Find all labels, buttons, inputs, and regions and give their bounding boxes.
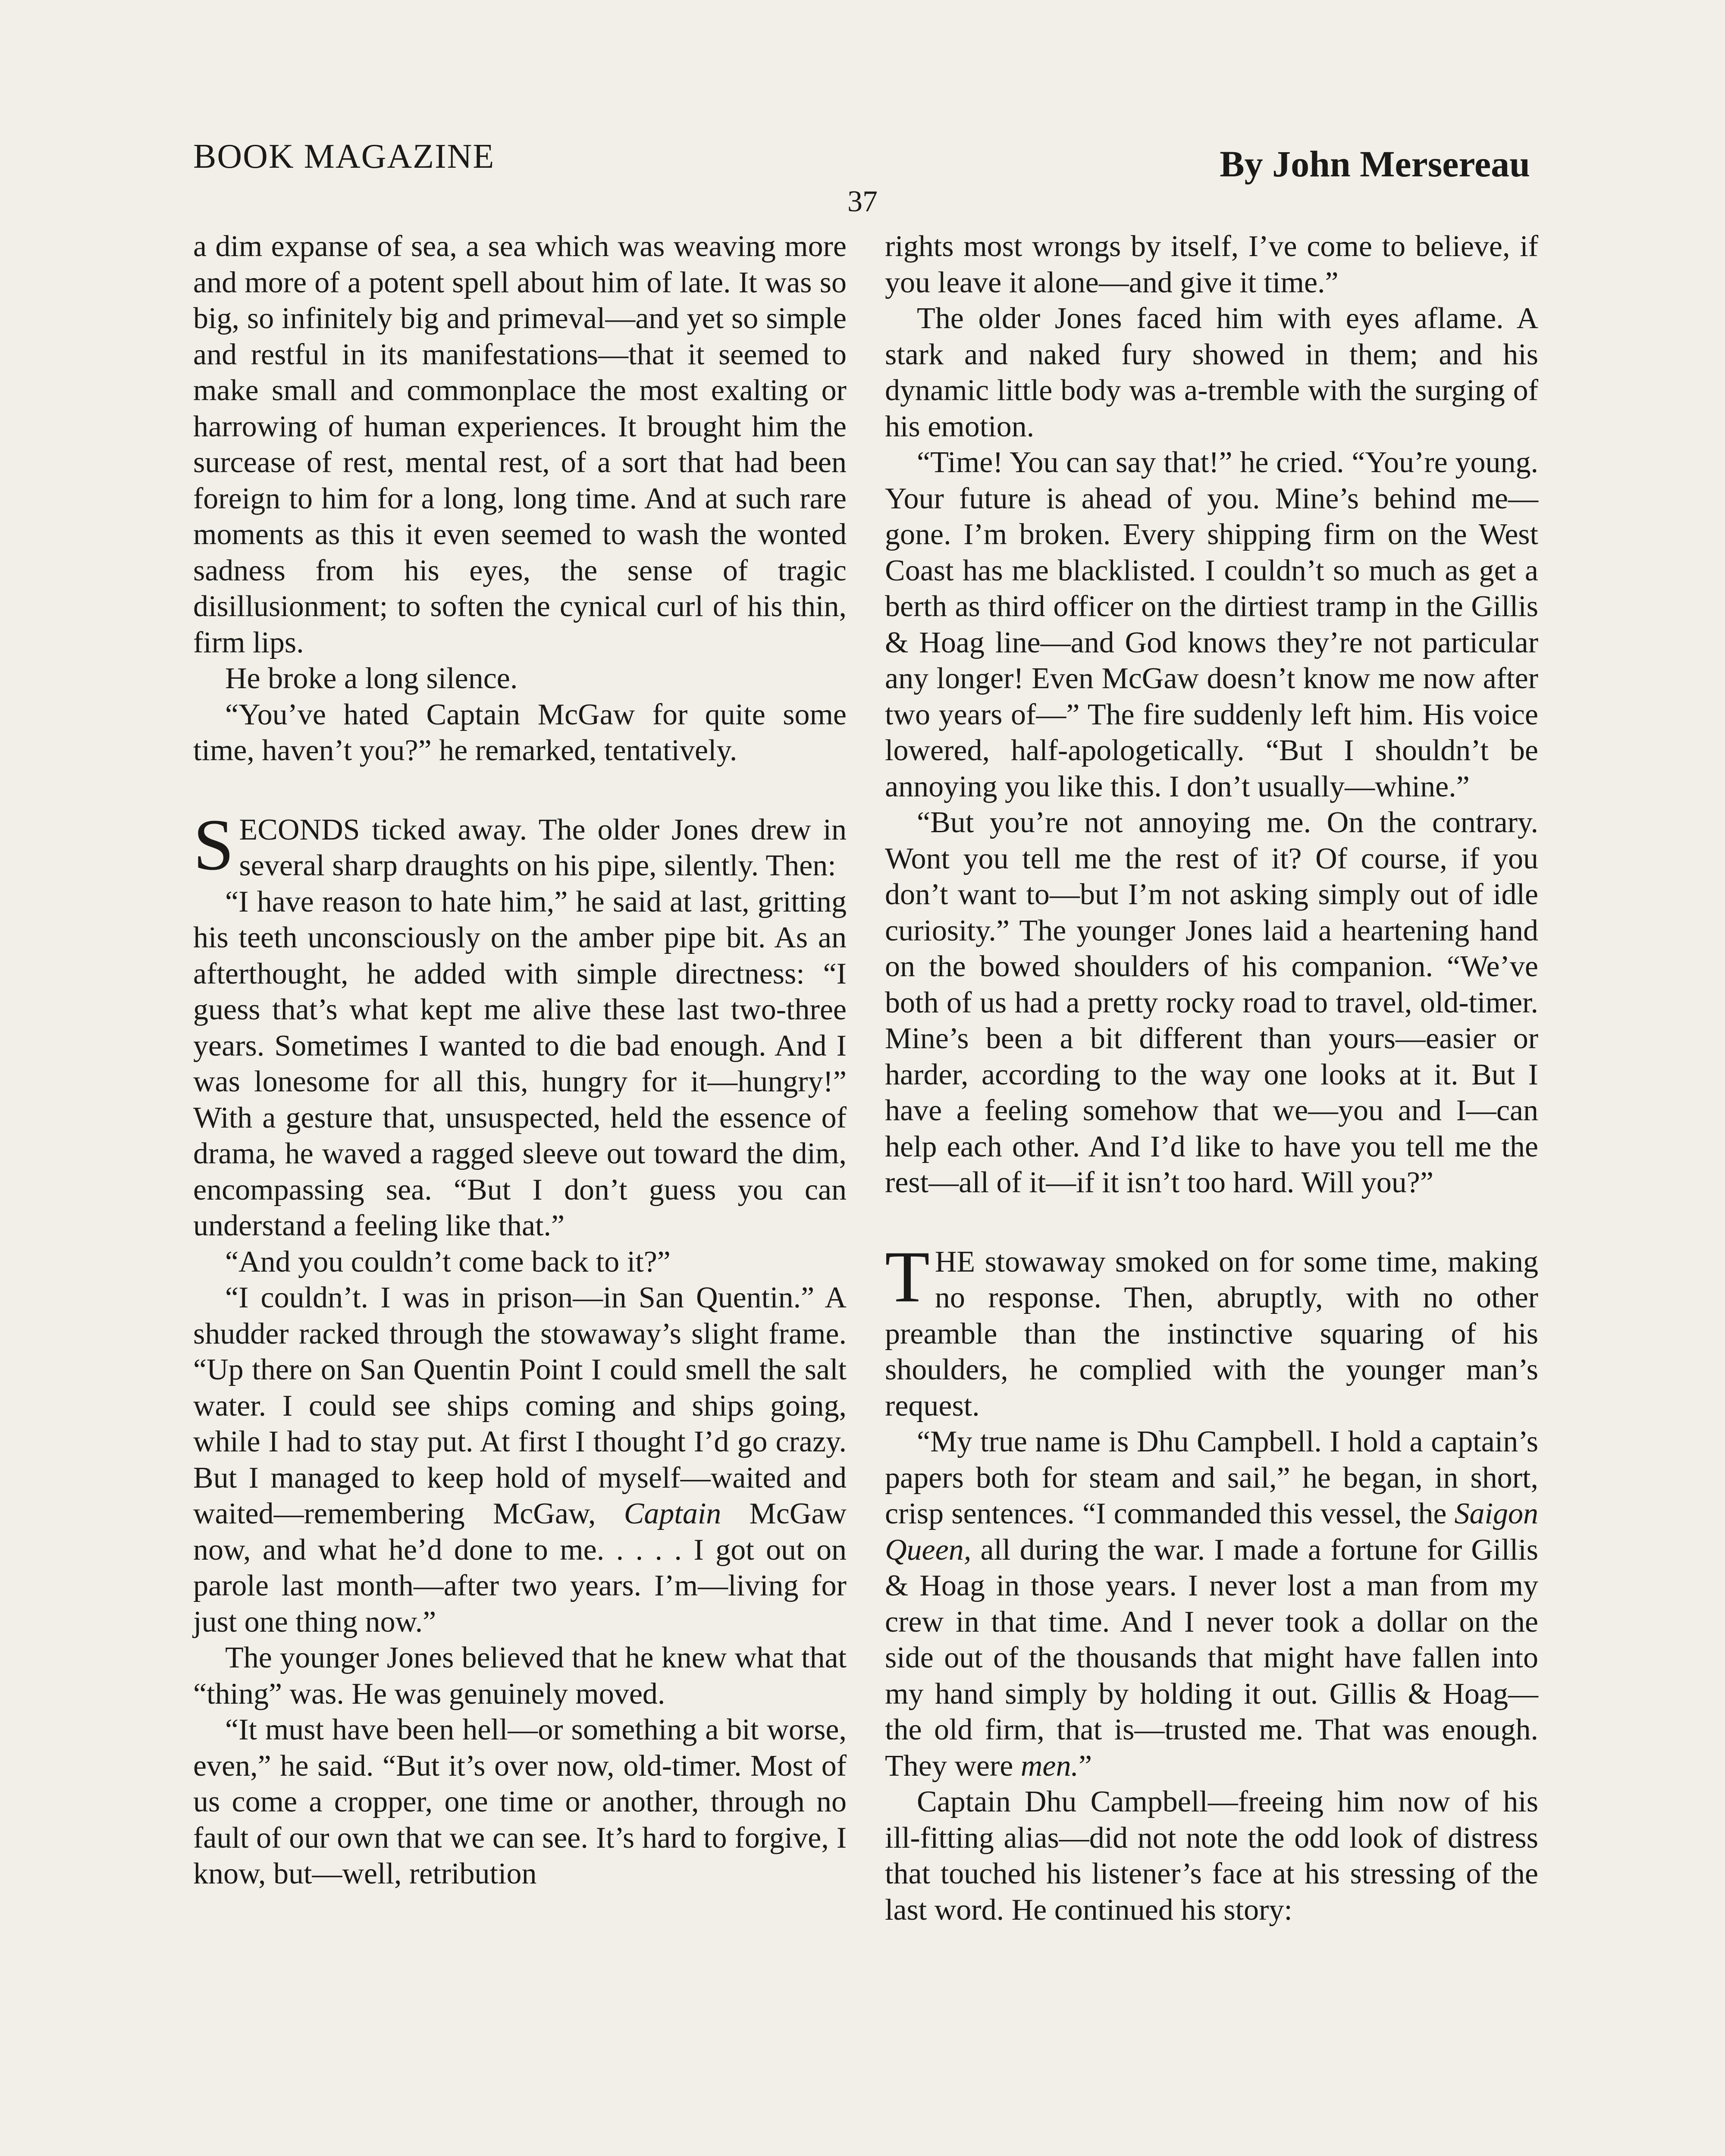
paragraph-text: “I couldn’t. I was in prison—in San Quentin.” A shudder racked through the stowaway’s slight frame. “Up there on San Quentin Point I could smell the salt water. I could see ships coming and ships going, while I had to stay put. At first I thought I’d go crazy. But I managed to keep hold of myself—waited and waited—remembering McGaw, — [193, 1281, 847, 1530]
paragraph: “You’ve hated Captain McGaw for quite some time, haven’t you?” he remarked, tentatively. — [193, 698, 847, 767]
paragraph-text: ticked away. The older Jones drew in several sharp draughts on his pipe, silently. Then: — [239, 813, 847, 882]
paragraph: “It must have been hell—or something a bit worse, even,” he said. “But it’s over now, old-timer. Most of us come a cropper, one time or another, through no fault of our own that we can see. It’s hard to forgive, I know, but—well, retribution — [193, 1713, 847, 1890]
paragraph-text: “My true name is Dhu Campbell. I hold a captain’s papers both for steam and sail,” he began, in short, crisp sentences. “I commanded this vessel, the — [885, 1425, 1538, 1530]
paragraph: “I have reason to hate him,” he said at last, gritting his teeth unconsciously on the amber pipe bit. As an afterthought, he added with simple directness: “I guess that’s what kept me alive these last two-three years. Sometimes I wanted to die bad enough. And I was lonesome for all this, hungry for it—hungry!” With a gesture that, unsuspected, held the essence of drama, he waved a ragged sleeve out toward the dim, encompassing sea. “But I don’t guess you can understand a feeling like that.” — [193, 885, 847, 1242]
dropcap-paragraph — [193, 804, 847, 885]
paragraph: The older Jones faced him with eyes aflame. A stark and naked fury showed in them; and his dynamic little body was a-tremble with the surging of his emotion. — [885, 302, 1538, 443]
right-column — [885, 229, 1538, 1928]
paragraph — [885, 1424, 1538, 1784]
page-number: 37 — [847, 185, 878, 218]
smallcaps-lead: HE — [935, 1245, 975, 1279]
author-byline: By John Mersereau — [1220, 143, 1530, 185]
italic-text: men. — [1020, 1749, 1079, 1783]
paragraph: rights most wrongs by itself, I’ve come to believe, if you leave it alone—and give it time.” — [885, 230, 1538, 299]
paragraph: He broke a long silence. — [225, 662, 518, 695]
paragraph: “Time! You can say that!” he cried. “You’re young. Your future is ahead of you. Mine’s behind me—gone. I’m broken. Every shipping firm on the West Coast has me blacklisted. I couldn’t so much as get a berth as third officer on the dirtiest tramp in the Gillis & Hoag line—and God knows they’re not particular any longer! Even McGaw doesn’t know me now after two years of—” The fire suddenly left him. His voice lowered, half-apologetically. “But I shouldn’t be annoying you like this. I don’t usually—whine.” — [885, 446, 1538, 803]
paragraph: a dim expanse of sea, a sea which was weaving more and more of a potent spell about him of late. It was so big, so infinitely big and primeval—and yet so simple and restful in its manifestations—that it seemed to make small and commonplace the most exalting or harrowing of human experiences. It brought him the surcease of rest, mental rest, of a sort that had been foreign to him for a long, long time. And at such rare moments as this it even seemed to wash the wonted sadness from his eyes, the sense of tragic disillusionment; to soften the cynical curl of his thin, firm lips. — [193, 230, 847, 659]
paragraph-text: McGaw now, and what he’d done to me. . . . . I got out on parole last month—after two years. I’m—living for just one thing now.” — [193, 1497, 847, 1639]
dropcap-paragraph — [885, 1236, 1538, 1424]
paragraph: The younger Jones believed that he knew what that “thing” was. He was genuinely moved. — [193, 1641, 847, 1711]
paragraph-text: stowaway smoked on for some time, making no response. Then, abruptly, with no other preamble than the instinctive squaring of his shoulders, he complied with the younger man’s request. — [885, 1245, 1538, 1423]
paragraph: “And you couldn’t come back to it?” — [225, 1245, 671, 1279]
drop-cap-letter: S — [193, 804, 234, 885]
italic-text: Saigon Queen, — [885, 1497, 1538, 1567]
magazine-title: BOOK MAGAZINE — [193, 138, 495, 175]
paragraph: Captain Dhu Campbell—freeing him now of his ill-fitting alias—did not note the odd look of distress that touched his listener’s face at his stressing of the last word. He continued his story: — [885, 1785, 1538, 1927]
italic-text: Captain — [624, 1497, 721, 1530]
section-break — [193, 769, 847, 812]
smallcaps-lead: ECONDS — [239, 813, 360, 846]
section-break — [885, 1201, 1538, 1244]
paragraph: “But you’re not annoying me. On the contrary. Wont you tell me the rest of it? Of course, if you don’t want to—but I’m not asking simply out of idle curiosity.” The younger Jones laid a heartening hand on the bowed shoulders of his companion. “We’ve both of us had a pretty rocky road to travel, old-timer. Mine’s been a bit different than yours—easier or harder, according to the way one looks at it. But I have a feeling somehow that we—you and I—can help each other. And I’d like to have you tell me the rest—all of it—if it isn’t too hard. Will you?” — [885, 806, 1538, 1199]
paragraph-text: ” — [1078, 1749, 1092, 1783]
paragraph-text: all during the war. I made a fortune for Gillis & Hoag in those years. I never lost a man from my crew in that time. And I never took a dollar on the side out of the thousands that might have fallen into my hand simply by holding it out. Gillis & Hoag—the old firm, that is—trusted me. That was enough. They were — [885, 1533, 1538, 1783]
left-column — [193, 229, 847, 1892]
drop-cap-letter: T — [885, 1236, 930, 1317]
paragraph — [193, 1280, 847, 1640]
